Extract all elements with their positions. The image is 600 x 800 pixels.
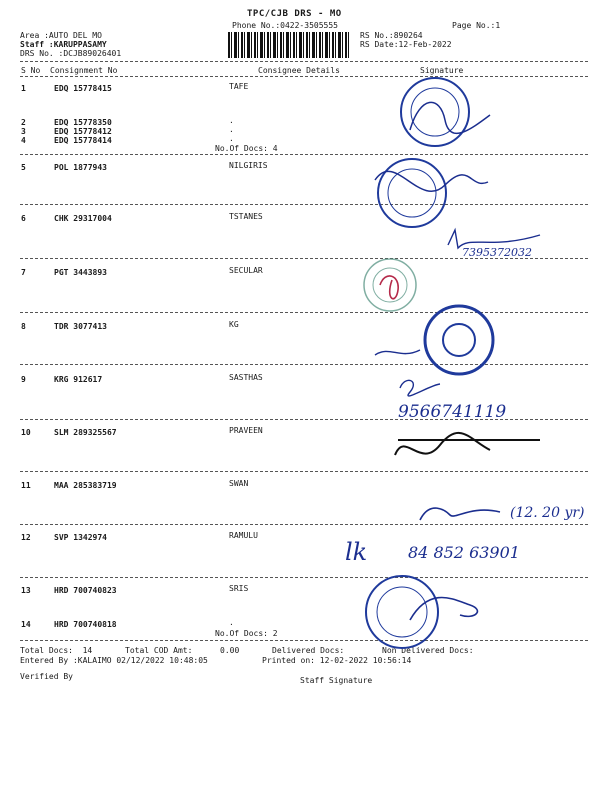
verified-by: Verified By bbox=[20, 672, 73, 681]
row-consignment: EDQ 15778415 bbox=[54, 84, 112, 93]
row-consignee: TAFE bbox=[229, 82, 249, 91]
row-consignee: PRAVEEN bbox=[229, 426, 263, 435]
signature-12-phone: 84 852 63901 bbox=[408, 543, 520, 562]
stamp-tafe bbox=[401, 78, 490, 146]
column-consignment: Consignment No bbox=[50, 66, 118, 75]
signature-9 bbox=[400, 380, 440, 396]
stamp-kg-hospital bbox=[375, 306, 493, 374]
row-sno: 9 bbox=[21, 375, 26, 384]
row-sno: 10 bbox=[21, 428, 31, 437]
row-consignment: SVP 1342974 bbox=[54, 533, 107, 542]
total-cod-value: 0.00 bbox=[220, 646, 240, 655]
delivered-docs: Delivered Docs: bbox=[272, 646, 345, 655]
signature-11 bbox=[420, 508, 500, 520]
signature-11-date: (12. 20 yr) bbox=[510, 505, 585, 521]
stamp-secular bbox=[364, 259, 416, 311]
row-consignment: HRD 700740823 bbox=[54, 586, 117, 595]
row-consignee: . bbox=[229, 134, 234, 143]
total-docs: Total Docs: 14 bbox=[20, 646, 93, 655]
group-doc-count: No.Of Docs: 4 bbox=[215, 144, 278, 153]
row-consignee: . bbox=[229, 125, 234, 134]
row-consignment: POL 1877943 bbox=[54, 163, 107, 172]
row-consignment: EDQ 15778414 bbox=[54, 136, 112, 145]
signature-6-phone: 7395372032 bbox=[462, 246, 532, 259]
row-consignee: NILGIRIS bbox=[229, 161, 268, 170]
row-consignment: PGT 3443893 bbox=[54, 268, 107, 277]
phone-number: Phone No.:0422-3505555 bbox=[232, 21, 338, 30]
document-title: TPC/CJB DRS - MO bbox=[247, 9, 342, 19]
row-consignment: CHK 29317004 bbox=[54, 214, 112, 223]
row-consignee: RAMULU bbox=[229, 531, 258, 540]
row-sno: 11 bbox=[21, 481, 31, 490]
signature-10 bbox=[395, 433, 540, 455]
row-sno: 2 bbox=[21, 118, 26, 127]
staff-signature: Staff Signature bbox=[300, 676, 373, 685]
signature-9-phone: 9566741119 bbox=[398, 402, 507, 422]
row-sno: 13 bbox=[21, 586, 31, 595]
row-consignee: SASTHAS bbox=[229, 373, 263, 382]
row-sno: 14 bbox=[21, 620, 31, 629]
row-consignment: EDQ 15778412 bbox=[54, 127, 112, 136]
row-sno: 12 bbox=[21, 533, 31, 542]
row-consignee: SECULAR bbox=[229, 266, 263, 275]
row-sno: 3 bbox=[21, 127, 26, 136]
group-doc-count: No.Of Docs: 2 bbox=[215, 629, 278, 638]
stamp-sris bbox=[366, 576, 477, 648]
stamp-holdings bbox=[375, 159, 488, 227]
row-sno: 4 bbox=[21, 136, 26, 145]
row-consignment: SLM 289325567 bbox=[54, 428, 117, 437]
row-sno: 7 bbox=[21, 268, 26, 277]
row-consignment: EDQ 15778350 bbox=[54, 118, 112, 127]
non-delivered-docs: Non Delivered Docs: bbox=[382, 646, 474, 655]
entered-by: Entered By :KALAIMO 02/12/2022 10:48:05 bbox=[20, 656, 208, 665]
page-number: Page No.:1 bbox=[452, 21, 501, 30]
drs-number: DRS No. :DCJB89026401 bbox=[20, 49, 122, 58]
row-sno: 6 bbox=[21, 214, 26, 223]
row-consignee: KG bbox=[229, 320, 239, 329]
row-sno: 8 bbox=[21, 322, 26, 331]
rs-number: RS No.:890264 bbox=[360, 31, 423, 40]
row-consignee: . bbox=[229, 618, 234, 627]
total-cod-label: Total COD Amt: bbox=[125, 646, 193, 655]
row-consignment: TDR 3077413 bbox=[54, 322, 107, 331]
row-consignment: KRG 912617 bbox=[54, 375, 103, 384]
column-signature: Signature bbox=[420, 66, 464, 75]
column-consignee: Consignee Details bbox=[258, 66, 340, 75]
rs-date: RS Date:12-Feb-2022 bbox=[360, 40, 452, 49]
area-label: Area :AUTO DEL MO bbox=[20, 31, 102, 40]
row-consignee: SWAN bbox=[229, 479, 249, 488]
row-consignment: HRD 700740818 bbox=[54, 620, 117, 629]
staff-label: Staff :KARUPPASAMY bbox=[20, 40, 107, 49]
row-sno: 5 bbox=[21, 163, 26, 172]
row-consignment: MAA 285383719 bbox=[54, 481, 117, 490]
signature-12: lk bbox=[345, 538, 368, 566]
row-consignee: SRIS bbox=[229, 584, 249, 593]
row-consignee: TSTANES bbox=[229, 212, 263, 221]
column-sno: S No bbox=[21, 66, 41, 75]
printed-on: Printed on: 12-02-2022 10:56:14 bbox=[262, 656, 412, 665]
row-sno: 1 bbox=[21, 84, 26, 93]
row-consignee: . bbox=[229, 116, 234, 125]
